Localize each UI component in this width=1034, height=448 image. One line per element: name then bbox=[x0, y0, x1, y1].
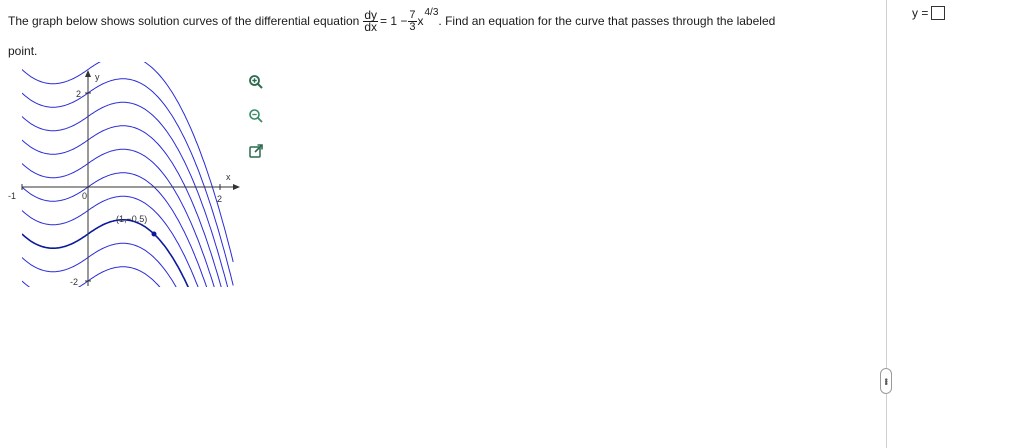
x-tick-label-pos: 2 bbox=[217, 194, 223, 204]
y-tick-label-pos: 2 bbox=[76, 89, 82, 99]
solution-curve bbox=[22, 290, 233, 292]
solution-curve bbox=[22, 62, 233, 262]
zoom-in-button[interactable] bbox=[246, 72, 266, 92]
y-axis-label: y bbox=[95, 72, 100, 82]
coef-num: 7 bbox=[409, 8, 416, 21]
popout-button[interactable] bbox=[246, 141, 266, 161]
y-tick-label-neg: -2 bbox=[70, 277, 79, 287]
solution-curve bbox=[22, 267, 233, 292]
origin-label: 0 bbox=[82, 191, 88, 201]
grip-icon: ••• bbox=[881, 377, 891, 385]
labeled-point-text: (1,−0.5) bbox=[116, 214, 148, 224]
highlighted-solution-curve bbox=[22, 220, 233, 292]
solution-curve bbox=[22, 196, 233, 292]
x-axis-label: x bbox=[226, 172, 231, 182]
solution-curve bbox=[22, 102, 233, 292]
equation-exponent: 4/3 bbox=[424, 7, 439, 18]
question-text-before: The graph below shows solution curves of the differential equation bbox=[8, 14, 360, 28]
dy: dy bbox=[364, 7, 378, 22]
external-link-icon bbox=[248, 143, 264, 159]
x-axis-arrow bbox=[233, 184, 240, 190]
answer-input[interactable] bbox=[931, 6, 945, 20]
labeled-point bbox=[152, 232, 157, 237]
graph-svg bbox=[0, 62, 240, 292]
equation-mid: = 1 − bbox=[380, 14, 408, 28]
dx: dx bbox=[364, 19, 378, 34]
coef-den: 3 bbox=[409, 20, 416, 33]
question-line-2: point. bbox=[8, 44, 38, 58]
zoom-out-icon bbox=[248, 108, 264, 124]
equation-var: x bbox=[417, 14, 424, 28]
solution-curve bbox=[22, 173, 233, 292]
zoom-in-icon bbox=[248, 74, 264, 90]
solution-curves bbox=[22, 62, 233, 292]
solution-curves-graph bbox=[0, 62, 240, 292]
zoom-out-button[interactable] bbox=[246, 106, 266, 126]
answer-area bbox=[912, 6, 945, 20]
derivative-fraction bbox=[363, 7, 378, 34]
question-line-1 bbox=[8, 4, 878, 38]
answer-label: y = bbox=[912, 6, 929, 20]
question-text-after: . Find an equation for the curve that passes through the labeled bbox=[438, 14, 776, 28]
divider-handle[interactable] bbox=[880, 368, 892, 394]
solution-curve bbox=[22, 79, 233, 286]
x-tick-label-neg: -1 bbox=[8, 191, 17, 201]
question-text bbox=[8, 4, 878, 58]
coefficient-fraction bbox=[408, 10, 416, 33]
